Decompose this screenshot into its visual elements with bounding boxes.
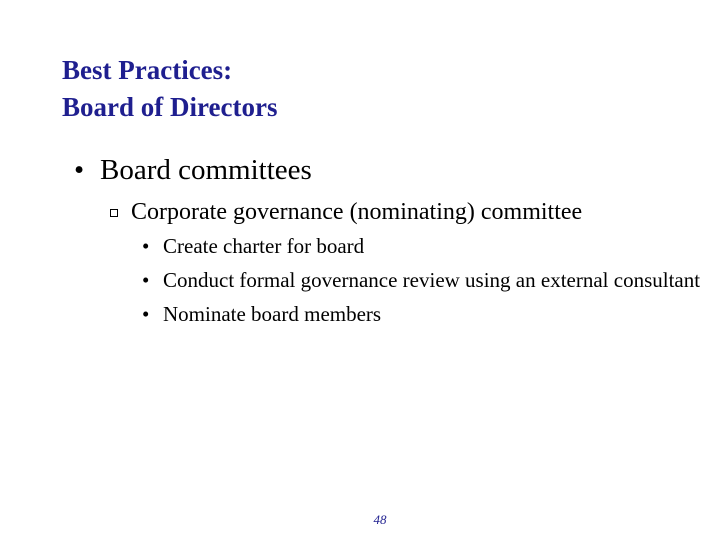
- bullet-dot-icon: •: [142, 234, 150, 258]
- bullet-dot-icon: •: [74, 154, 85, 186]
- hollow-square-icon: [110, 209, 118, 217]
- list-item: [142, 266, 702, 295]
- list-item-text: Nominate board members: [163, 302, 382, 326]
- page-number: 48: [373, 512, 387, 527]
- bullet-level-2: [110, 197, 582, 227]
- bullet-level-2-text: Corporate governance (nominating) committee: [131, 199, 583, 225]
- bullet-dot-icon: •: [142, 268, 150, 292]
- list-item-text: Conduct formal governance review using an external consultant: [163, 268, 701, 292]
- bullet-level-1-text: Board committees: [100, 154, 312, 186]
- bullet-level-1: [74, 152, 312, 188]
- slide-title-line-2: Board of Directors: [62, 92, 278, 122]
- list-item: [142, 232, 702, 261]
- bullet-level-3-list: [142, 232, 702, 334]
- slide-title: [62, 52, 277, 126]
- list-item-text: Create charter for board: [163, 234, 365, 258]
- list-item: [142, 300, 702, 329]
- slide-title-line-1: Best Practices:: [62, 55, 233, 85]
- bullet-dot-icon: •: [142, 302, 150, 326]
